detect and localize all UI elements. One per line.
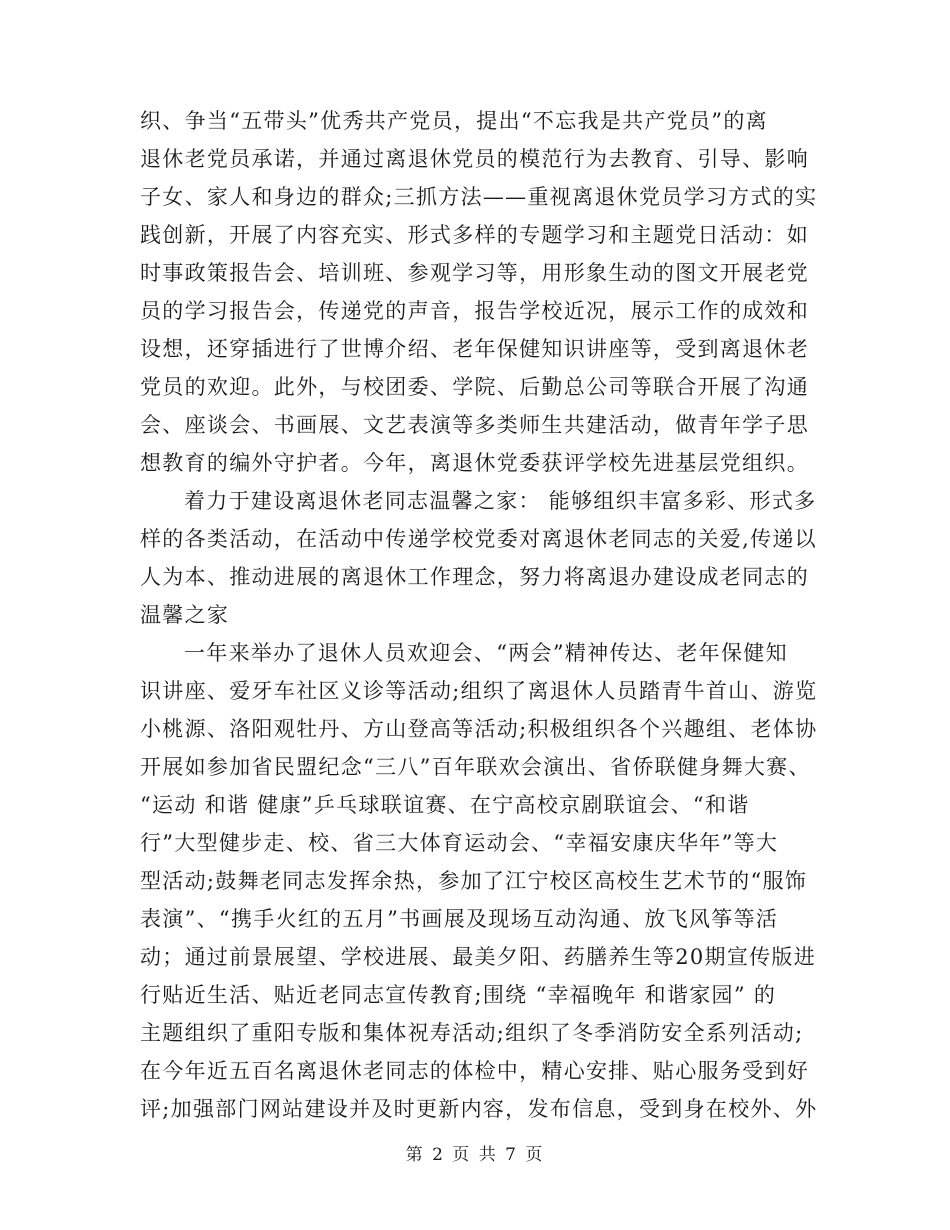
text-line: 会、座谈会、书画展、文艺表演等多类师生共建活动，做青年学子思: [140, 413, 809, 437]
body-text: [140, 102, 818, 1128]
text-line: 人为本、推动进展的离退休工作理念，努力将离退办建设成老同志的: [140, 565, 809, 589]
text-line: 评;加强部门网站建设并及时更新内容，发布信息，受到身在校外、外: [140, 1097, 818, 1121]
text-line: 行”大型健步走、校、省三大体育运动会、“幸福安康庆华年”等大: [140, 831, 779, 855]
text-line: 动；通过前景展望、学校进展、最美夕阳、药膳养生等20期宣传版进: [140, 945, 817, 969]
paragraph-start-line: 一年来举办了退休人员欢迎会、“两会”精神传达、老年保健知: [184, 641, 788, 665]
text-line: 员的学习报告会，传递党的声音，报告学校近况，展示工作的成效和: [140, 299, 809, 323]
page-number-footer: 第 2 页 共 7 页: [405, 1145, 545, 1165]
text-line: 主题组织了重阳专版和集体祝寿活动;组织了冬季消防安全系列活动;: [140, 1021, 804, 1045]
text-line: 党员的欢迎。此外，与校团委、学院、后勤总公司等联合开展了沟通: [140, 375, 809, 399]
paragraph-start-line: 着力于建设离退休老同志温馨之家： 能够组织丰富多彩、形式多: [184, 489, 817, 513]
text-line: 行贴近生活、贴近老同志宣传教育;围绕 “幸福晚年 和谐家园” 的: [140, 983, 777, 1007]
text-line: 识讲座、爱牙车社区义诊等活动;组织了离退休人员踏青牛首山、游览: [140, 679, 818, 703]
text-line: 型活动;鼓舞老同志发挥余热，参加了江宁校区高校生艺术节的“服饰: [140, 869, 808, 893]
text-line: 开展如参加省民盟纪念“三八”百年联欢会演出、省侨联健身舞大赛、: [140, 755, 811, 779]
text-line: 在今年近五百名离退休老同志的体检中，精心安排、贴心服务受到好: [140, 1059, 809, 1083]
text-line: 设想，还穿插进行了世博介绍、老年保健知识讲座等，受到离退休老: [140, 337, 809, 361]
text-line: 退休老党员承诺，并通过离退休党员的模范行为去教育、引导、影响: [140, 147, 809, 171]
text-line: 温馨之家: [140, 603, 230, 627]
text-line: 样的各类活动，在活动中传递学校党委对离退休老同志的关爱,传递以: [140, 527, 817, 551]
text-line: 想教育的编外守护者。今年，离退休党委获评学校先进基层党组织。: [140, 451, 809, 475]
text-line: 践创新，开展了内容充实、形式多样的专题学习和主题党日活动：如: [140, 223, 809, 247]
text-line: 小桃源、洛阳观牡丹、方山登高等活动;积极组织各个兴趣组、老体协: [140, 717, 818, 741]
text-line: 织、争当“五带头”优秀共产党员，提出“不忘我是共产党员”的离: [140, 109, 768, 133]
text-line: 时事政策报告会、培训班、参观学习等，用形象生动的图文开展老党: [140, 261, 809, 285]
text-line: 子女、家人和身边的群众;三抓方法——重视离退休党员学习方式的实: [140, 185, 818, 209]
text-line: 表演”、“携手火红的五月”书画展及现场互动沟通、放飞风筝等活: [140, 907, 779, 931]
text-line: “运动 和谐 健康”乒乓球联谊赛、在宁高校京剧联谊会、“和谐: [140, 793, 750, 817]
